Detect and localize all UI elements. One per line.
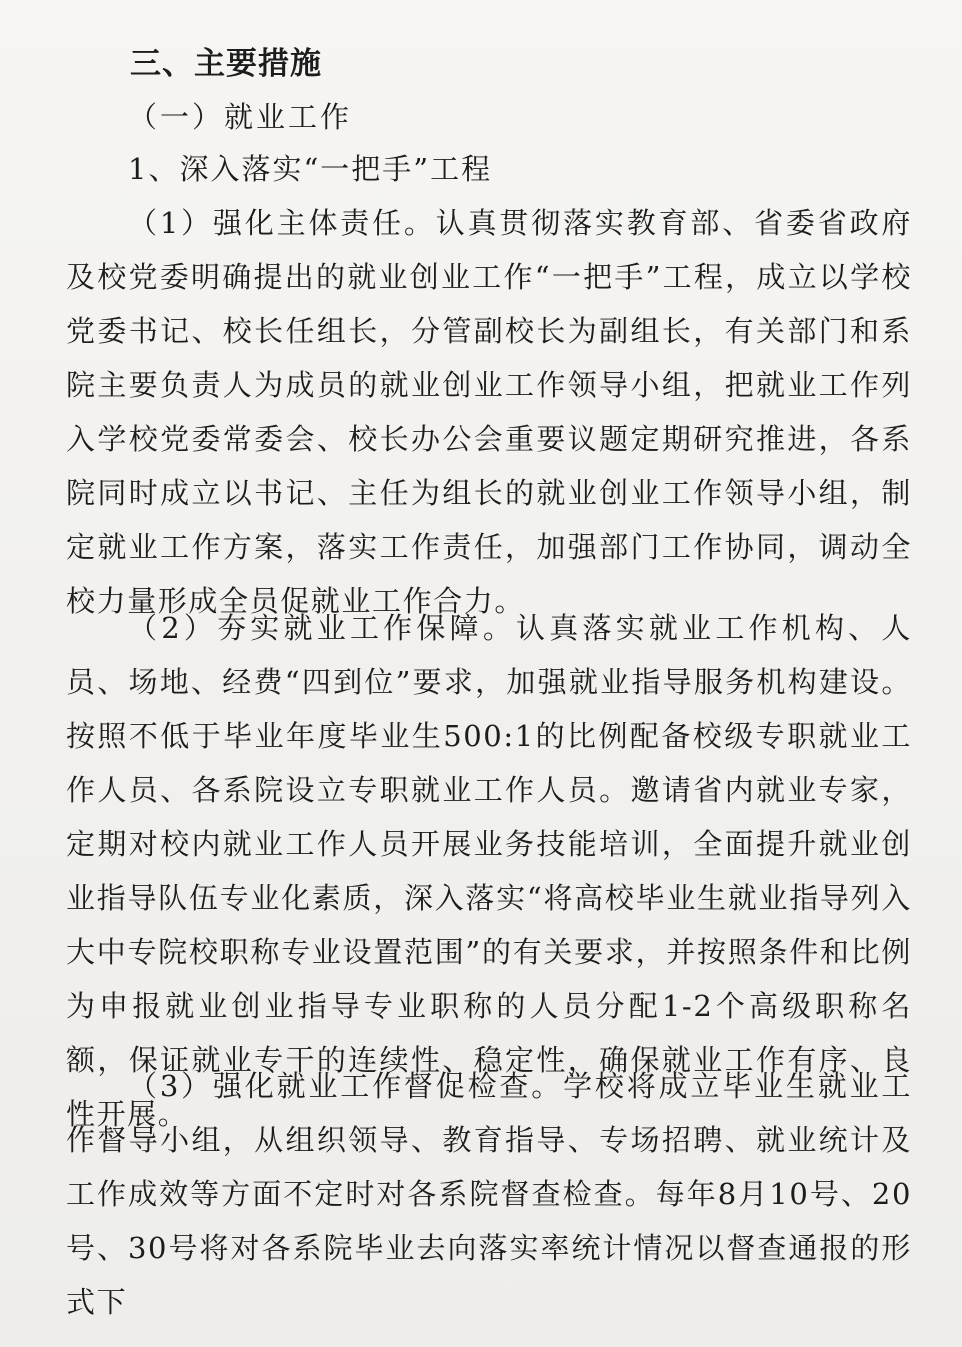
section-heading: 三、主要措施: [130, 46, 322, 82]
paragraph-guarantee: （2）夯实就业工作保障。认真落实就业工作机构、人员、场地、经费“四到位”要求，加强就业指导服务机构建设。按照不低于毕业年度毕业生500:1的比例配备校级专职就业工作人员、各系院设立专职就业工作人员。邀请省内就业专家，定期对校内就业工作人员开展业务技能培训，全面提升就业创业指导队伍专业化素质，深入落实“将高校毕业生就业指导列入大中专院校职称专业设置范围”的有关要求，并按照条件和比例为申报就业创业指导专业职称的人员分配1-2个高级职称名额，保证就业专干的连续性、稳定性，确保就业工作有序、良性开展。: [66, 611, 912, 1131]
paragraph-responsibility: （1）强化主体责任。认真贯彻落实教育部、省委省政府及校党委明确提出的就业创业工作“一把手”工程，成立以学校党委书记、校长任组长，分管副校长为副组长，有关部门和系院主要负责人为成员的就业创业工作领导小组，把就业工作列入学校党委常委会、校长办公会重要议题定期研究推进，各系院同时成立以书记、主任为组长的就业创业工作领导小组，制定就业工作方案，落实工作责任，加强部门工作协同，调动全校力量形成全员促就业工作合力。: [66, 206, 912, 618]
paragraph-supervision: （3）强化就业工作督促检查。学校将成立毕业生就业工作督导小组，从组织领导、教育指导、专场招聘、就业统计及工作成效等方面不定时对各系院督查检查。每年8月10号、20号、30号将对各系院毕业去向落实率统计情况以督查通报的形式下: [66, 1069, 912, 1319]
subsection-heading: （一）就业工作: [128, 100, 353, 134]
item-heading: 1、深入落实“一把手”工程: [128, 152, 493, 186]
